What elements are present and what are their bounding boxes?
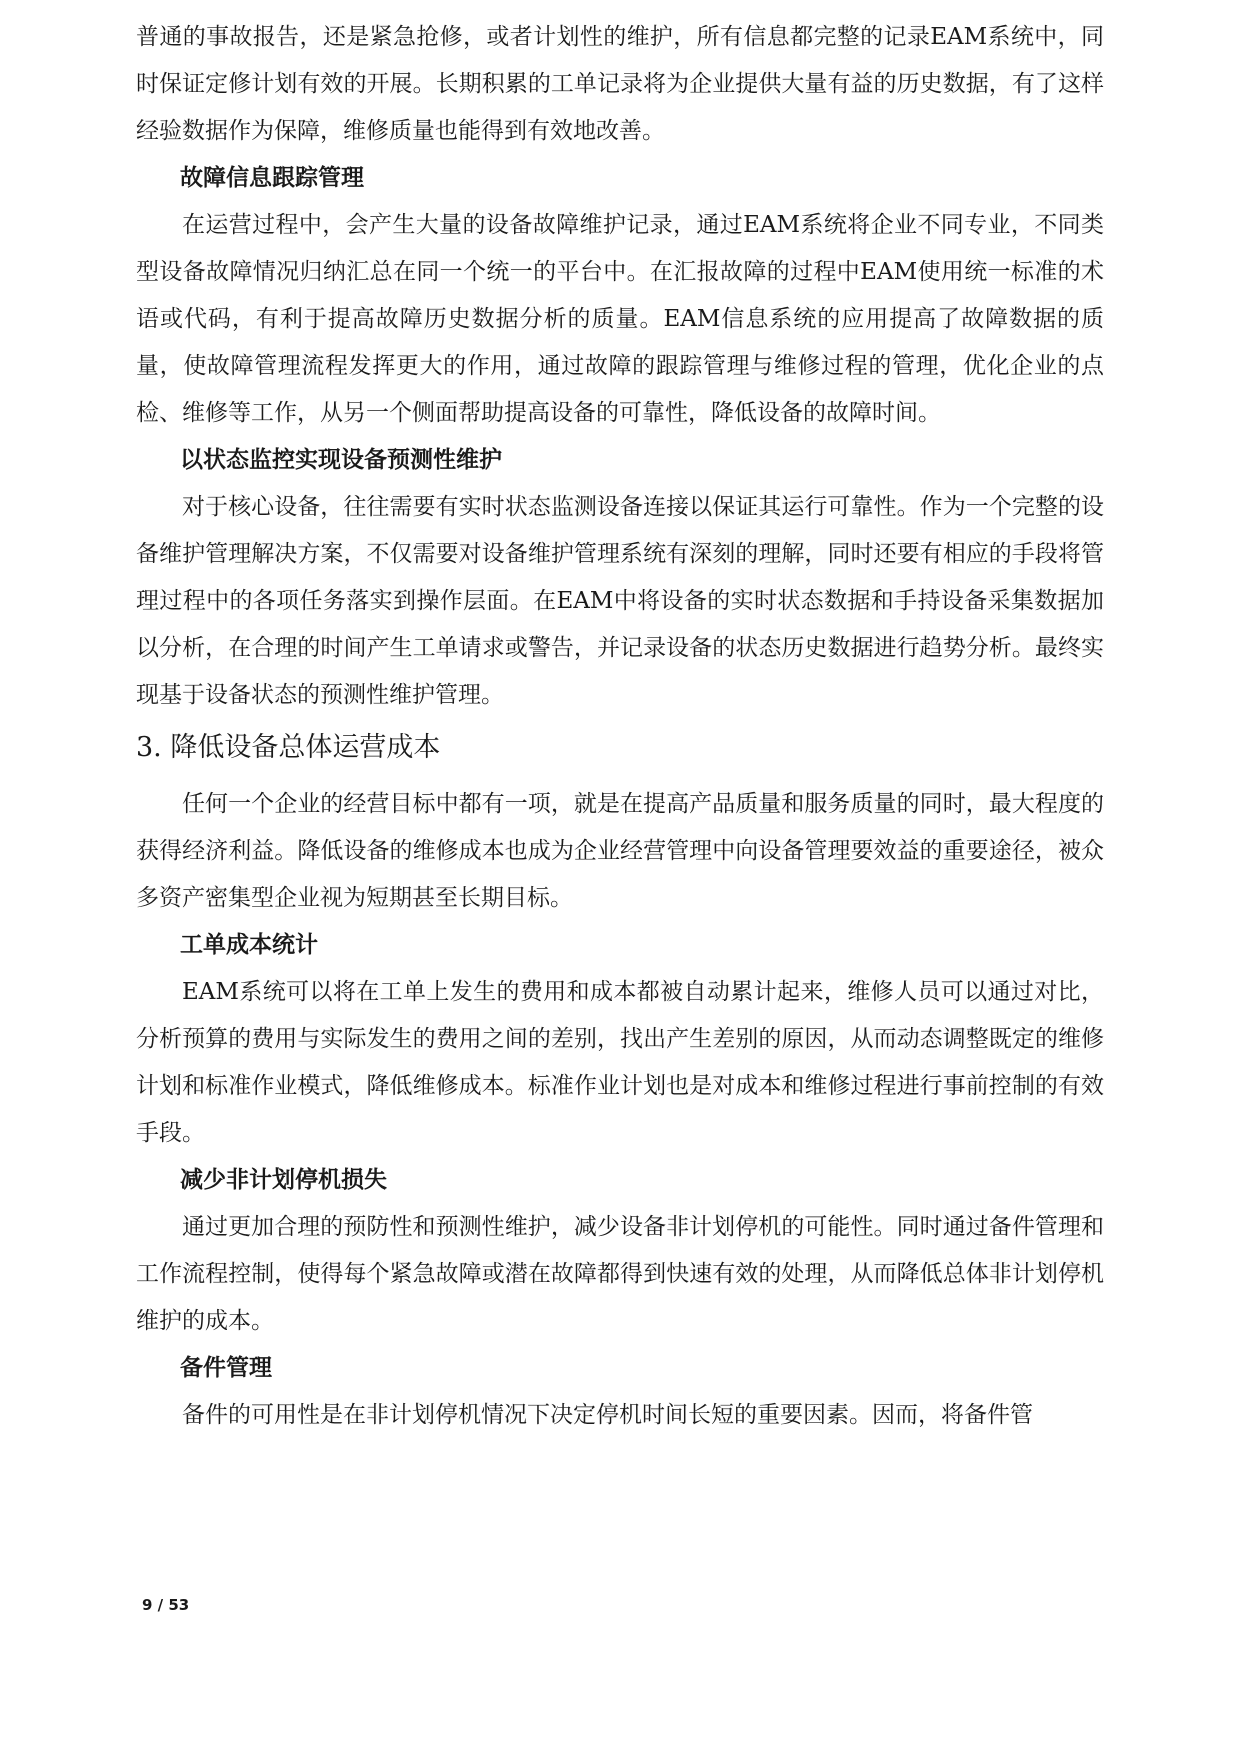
paragraph-fault-tracking: 在运营过程中，会产生大量的设备故障维护记录，通过EAM系统将企业不同专业，不同类型设备故障情况归纳汇总在同一个统一的平台中。在汇报故障的过程中EAM使用统一标准的术语或代码，有利于提高故障历史数据分析的质量。EAM信息系统的应用提高了故障数据的质量，使故障管理流程发挥更大的作用，通过故障的跟踪管理与维修过程的管理，优化企业的点检、维修等工作，从另一个侧面帮助提高设备的可靠性，降低设备的故障时间。	[136, 212, 1104, 426]
paragraph-work-order-cost: EAM系统可以将在工单上发生的费用和成本都被自动累计起来，维修人员可以通过对比，分析预算的费用与实际发生的费用之间的差别，找出产生差别的原因，从而动态调整既定的维修计划和标准作业模式，降低维修成本。标准作业计划也是对成本和维修过程进行事前控制的有效手段。	[136, 979, 1104, 1146]
heading-reduce-downtime: 减少非计划停机损失	[180, 1167, 387, 1193]
heading-spare-parts: 备件管理	[180, 1355, 272, 1381]
paragraph-reduce-downtime: 通过更加合理的预防性和预测性维护，减少设备非计划停机的可能性。同时通过备件管理和工作流程控制，使得每个紧急故障或潜在故障都得到快速有效的处理，从而降低总体非计划停机维护的成本。	[136, 1214, 1104, 1334]
paragraph-spare-parts: 备件的可用性是在非计划停机情况下决定停机时间长短的重要因素。因而，将备件管	[182, 1402, 1033, 1428]
section-heading-reduce-cost: 3. 降低设备总体运营成本	[136, 732, 441, 763]
heading-condition-monitoring: 以状态监控实现设备预测性维护	[180, 447, 502, 473]
heading-fault-tracking: 故障信息跟踪管理	[180, 165, 364, 191]
page-number: 9 / 53	[142, 1596, 190, 1614]
paragraph-condition-monitoring: 对于核心设备，往往需要有实时状态监测设备连接以保证其运行可靠性。作为一个完整的设备维护管理解决方案，不仅需要对设备维护管理系统有深刻的理解，同时还要有相应的手段将管理过程中的各项任务落实到操作层面。在EAM中将设备的实时状态数据和手持设备采集数据加以分析，在合理的时间产生工单请求或警告，并记录设备的状态历史数据进行趋势分析。最终实现基于设备状态的预测性维护管理。	[136, 494, 1104, 708]
paragraph-business-goal: 任何一个企业的经营目标中都有一项，就是在提高产品质量和服务质量的同时，最大程度的获得经济利益。降低设备的维修成本也成为企业经营管理中向设备管理要效益的重要途径，被众多资产密集型企业视为短期甚至长期目标。	[136, 791, 1104, 911]
heading-work-order-cost: 工单成本统计	[180, 932, 318, 958]
paragraph-work-order-records: 普通的事故报告，还是紧急抢修，或者计划性的维护，所有信息都完整的记录EAM系统中，同时保证定修计划有效的开展。长期积累的工单记录将为企业提供大量有益的历史数据，有了这样经验数据作为保障，维修质量也能得到有效地改善。	[136, 24, 1104, 144]
page-content	[136, 14, 1104, 1439]
